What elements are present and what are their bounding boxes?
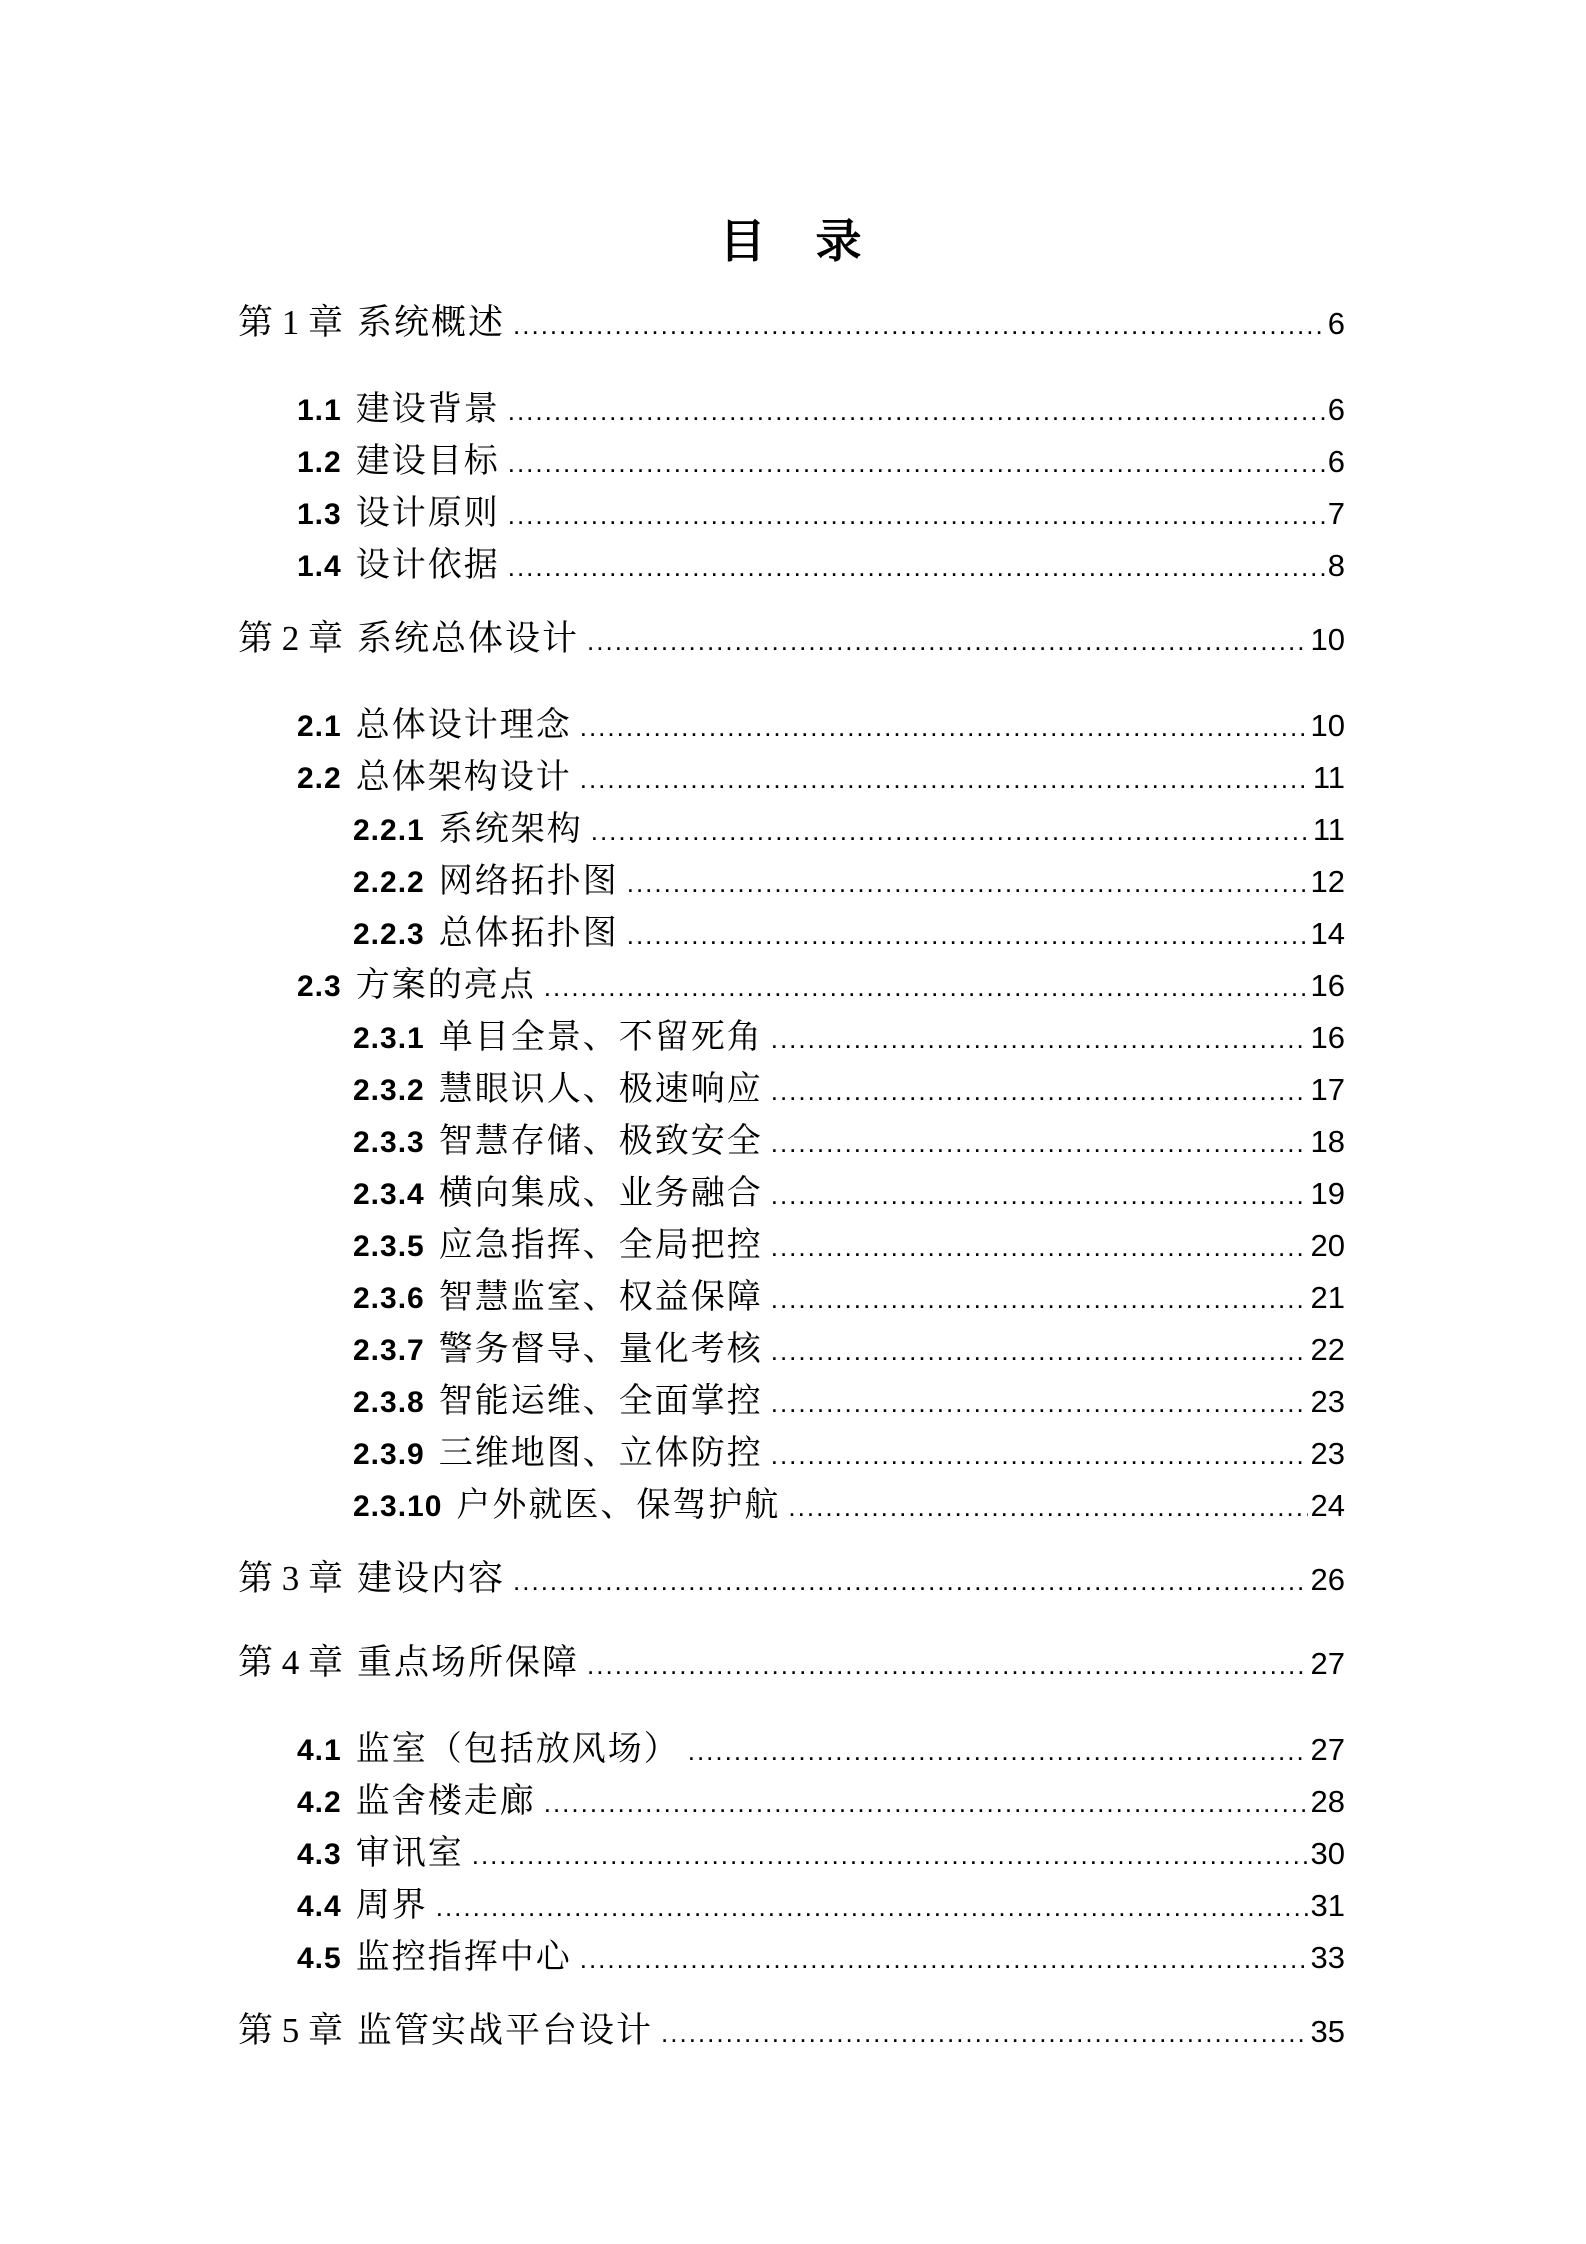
toc-entry-number: 2.3.6 xyxy=(353,1282,425,1315)
toc-entry[interactable] xyxy=(238,1220,1345,1272)
toc-entry[interactable] xyxy=(238,908,1345,960)
toc-entry-title: 监室（包括放风场） xyxy=(355,1731,680,1768)
toc-entry[interactable] xyxy=(238,436,1345,488)
toc-entry-title: 审讯室 xyxy=(355,1835,464,1872)
toc-entry-number: 第 1 章 xyxy=(238,303,344,342)
toc-list xyxy=(238,300,1345,2054)
toc-entry-title: 系统架构 xyxy=(438,811,583,848)
toc-entry-title: 单目全景、不留死角 xyxy=(438,1019,763,1056)
toc-entry-page: 6 xyxy=(1327,306,1345,341)
toc-entry-title: 应急指挥、全局把控 xyxy=(438,1227,763,1264)
toc-leader-dots xyxy=(580,753,1310,805)
toc-entry-number: 第 2 章 xyxy=(238,619,344,658)
toc-entry[interactable] xyxy=(238,1272,1345,1324)
toc-leader-dots xyxy=(771,1117,1308,1169)
toc-entry-page: 14 xyxy=(1310,916,1345,951)
toc-entry-number: 2.3.1 xyxy=(353,1022,425,1055)
toc-entry[interactable] xyxy=(238,1776,1345,1828)
toc-entry-title: 总体设计理念 xyxy=(355,707,572,744)
toc-entry[interactable] xyxy=(238,384,1345,436)
toc-entry-number: 2.3.2 xyxy=(353,1074,425,1107)
toc-entry[interactable] xyxy=(238,752,1345,804)
toc-entry[interactable] xyxy=(238,1640,1345,1686)
toc-leader-dots xyxy=(771,1377,1308,1429)
toc-leader-dots xyxy=(771,1013,1308,1065)
toc-entry-page: 27 xyxy=(1310,1646,1345,1681)
toc-entry[interactable] xyxy=(238,1724,1345,1776)
toc-entry-page: 17 xyxy=(1310,1072,1345,1107)
toc-entry[interactable] xyxy=(238,1556,1345,1602)
toc-entry[interactable] xyxy=(238,700,1345,752)
toc-entry[interactable] xyxy=(238,1428,1345,1480)
toc-entry[interactable] xyxy=(238,300,1345,346)
toc-entry[interactable] xyxy=(238,2008,1345,2054)
toc-entry-title: 慧眼识人、极速响应 xyxy=(438,1071,763,1108)
toc-leader-dots xyxy=(627,909,1308,961)
toc-entry-title: 户外就医、保驾护航 xyxy=(456,1487,781,1524)
toc-leader-dots xyxy=(508,385,1325,437)
toc-entry-page: 8 xyxy=(1327,548,1345,583)
toc-entry-title: 方案的亮点 xyxy=(355,967,536,1004)
toc-leader-dots xyxy=(472,1829,1308,1881)
toc-entry-page: 23 xyxy=(1310,1384,1345,1419)
toc-entry-number: 2.3.10 xyxy=(353,1490,443,1523)
toc-entry[interactable] xyxy=(238,1932,1345,1984)
toc-entry-title: 设计原则 xyxy=(355,495,500,532)
toc-entry-page: 11 xyxy=(1312,760,1345,795)
toc-entry-number: 2.2.1 xyxy=(353,814,425,847)
toc-entry-number: 2.3.4 xyxy=(353,1178,425,1211)
toc-entry-page: 27 xyxy=(1310,1732,1345,1767)
toc-entry-page: 24 xyxy=(1310,1488,1345,1523)
toc-entry-number: 4.2 xyxy=(297,1786,342,1819)
toc-entry-page: 12 xyxy=(1310,864,1345,899)
toc-entry-title: 建设背景 xyxy=(355,391,500,428)
toc-entry-page: 28 xyxy=(1310,1784,1345,1819)
toc-leader-dots xyxy=(544,1777,1308,1829)
toc-leader-dots xyxy=(513,1558,1307,1604)
toc-entry-title: 总体架构设计 xyxy=(355,759,572,796)
toc-entry[interactable] xyxy=(238,1064,1345,1116)
toc-entry-page: 16 xyxy=(1310,968,1345,1003)
toc-entry-number: 1.2 xyxy=(297,446,342,479)
toc-leader-dots xyxy=(587,618,1307,664)
toc-entry-page: 6 xyxy=(1327,444,1345,479)
toc-entry-number: 2.3.5 xyxy=(353,1230,425,1263)
toc-entry-number: 2.1 xyxy=(297,710,342,743)
toc-entry-page: 16 xyxy=(1310,1020,1345,1055)
toc-leader-dots xyxy=(771,1221,1308,1273)
toc-leader-dots xyxy=(544,961,1308,1013)
toc-leader-dots xyxy=(587,1642,1307,1688)
toc-entry-title: 监管实战平台设计 xyxy=(357,2011,654,2050)
toc-entry-number: 1.3 xyxy=(297,498,342,531)
toc-entry-page: 18 xyxy=(1310,1124,1345,1159)
toc-entry-page: 31 xyxy=(1310,1888,1345,1923)
toc-leader-dots xyxy=(771,1429,1308,1481)
toc-entry-title: 建设目标 xyxy=(355,443,500,480)
toc-entry-number: 2.3.3 xyxy=(353,1126,425,1159)
toc-leader-dots xyxy=(508,541,1325,593)
toc-entry[interactable] xyxy=(238,488,1345,540)
toc-leader-dots xyxy=(771,1273,1308,1325)
toc-entry-page: 10 xyxy=(1310,622,1345,657)
toc-entry-title: 监控指挥中心 xyxy=(355,1939,572,1976)
toc-entry-number: 4.5 xyxy=(297,1942,342,1975)
toc-content xyxy=(238,213,1345,2092)
toc-entry-number: 4.4 xyxy=(297,1890,342,1923)
toc-leader-dots xyxy=(771,1325,1308,1377)
toc-leader-dots xyxy=(508,437,1325,489)
toc-leader-dots xyxy=(580,701,1308,753)
toc-leader-dots xyxy=(788,1481,1307,1533)
toc-entry-number: 2.2.2 xyxy=(353,866,425,899)
toc-leader-dots xyxy=(688,1725,1308,1777)
toc-entry-page: 10 xyxy=(1310,708,1345,743)
toc-leader-dots xyxy=(513,302,1325,348)
toc-entry-title: 横向集成、业务融合 xyxy=(438,1175,763,1212)
toc-entry[interactable] xyxy=(238,1880,1345,1932)
toc-entry[interactable] xyxy=(238,1324,1345,1376)
toc-entry-page: 11 xyxy=(1312,812,1345,847)
toc-entry-page: 7 xyxy=(1327,496,1345,531)
toc-entry-page: 22 xyxy=(1310,1332,1345,1367)
toc-entry-page: 30 xyxy=(1310,1836,1345,1871)
toc-entry[interactable] xyxy=(238,1828,1345,1880)
toc-entry-number: 2.3.7 xyxy=(353,1334,425,1367)
toc-entry[interactable] xyxy=(238,856,1345,908)
toc-entry-page: 23 xyxy=(1310,1436,1345,1471)
toc-entry-title: 重点场所保障 xyxy=(357,1643,580,1682)
toc-leader-dots xyxy=(771,1065,1308,1117)
toc-entry-title: 三维地图、立体防控 xyxy=(438,1435,763,1472)
toc-entry-number: 1.1 xyxy=(297,394,342,427)
toc-entry-title: 智能运维、全面掌控 xyxy=(438,1383,763,1420)
toc-entry-title: 设计依据 xyxy=(355,547,500,584)
toc-entry-page: 21 xyxy=(1310,1280,1345,1315)
toc-entry-page: 35 xyxy=(1310,2014,1345,2049)
toc-entry[interactable] xyxy=(238,804,1345,856)
toc-entry-number: 2.3.9 xyxy=(353,1438,425,1471)
toc-entry-title: 建设内容 xyxy=(357,1559,506,1598)
toc-entry[interactable] xyxy=(238,1480,1345,1532)
toc-entry-number: 第 5 章 xyxy=(238,2011,344,2050)
toc-entry-title: 系统总体设计 xyxy=(357,619,580,658)
toc-leader-dots xyxy=(591,805,1310,857)
toc-entry-page: 20 xyxy=(1310,1228,1345,1263)
toc-leader-dots xyxy=(627,857,1308,909)
page-title: 目 录 xyxy=(719,215,864,267)
toc-entry-title: 总体拓扑图 xyxy=(438,915,619,952)
toc-leader-dots xyxy=(661,2010,1307,2056)
toc-entry[interactable] xyxy=(238,540,1345,592)
toc-leader-dots xyxy=(508,489,1325,541)
toc-entry[interactable] xyxy=(238,616,1345,662)
toc-entry-number: 第 4 章 xyxy=(238,1643,344,1682)
toc-entry-page: 33 xyxy=(1310,1940,1345,1975)
toc-leader-dots xyxy=(771,1169,1308,1221)
toc-entry-page: 6 xyxy=(1327,392,1345,427)
toc-entry[interactable] xyxy=(238,1376,1345,1428)
toc-entry-number: 4.1 xyxy=(297,1734,342,1767)
toc-entry-page: 26 xyxy=(1310,1562,1345,1597)
toc-entry[interactable] xyxy=(238,1116,1345,1168)
toc-entry-number: 1.4 xyxy=(297,550,342,583)
toc-leader-dots xyxy=(436,1881,1308,1933)
toc-entry-title: 系统概述 xyxy=(357,303,506,342)
toc-entry-title: 监舍楼走廊 xyxy=(355,1783,536,1820)
toc-entry-title: 智慧存储、极致安全 xyxy=(438,1123,763,1160)
toc-entry-number: 2.2.3 xyxy=(353,918,425,951)
toc-entry-title: 警务督导、量化考核 xyxy=(438,1331,763,1368)
toc-entry-title: 智慧监室、权益保障 xyxy=(438,1279,763,1316)
toc-leader-dots xyxy=(580,1933,1308,1985)
toc-entry-number: 2.3 xyxy=(297,970,342,1003)
toc-entry[interactable] xyxy=(238,1012,1345,1064)
toc-entry-number: 第 3 章 xyxy=(238,1559,344,1598)
toc-entry[interactable] xyxy=(238,960,1345,1012)
toc-entry-number: 4.3 xyxy=(297,1838,342,1871)
toc-entry-number: 2.2 xyxy=(297,762,342,795)
toc-entry-page: 19 xyxy=(1310,1176,1345,1211)
toc-entry-title: 周界 xyxy=(355,1887,428,1924)
toc-entry-number: 2.3.8 xyxy=(353,1386,425,1419)
toc-entry[interactable] xyxy=(238,1168,1345,1220)
toc-entry-title: 网络拓扑图 xyxy=(438,863,619,900)
